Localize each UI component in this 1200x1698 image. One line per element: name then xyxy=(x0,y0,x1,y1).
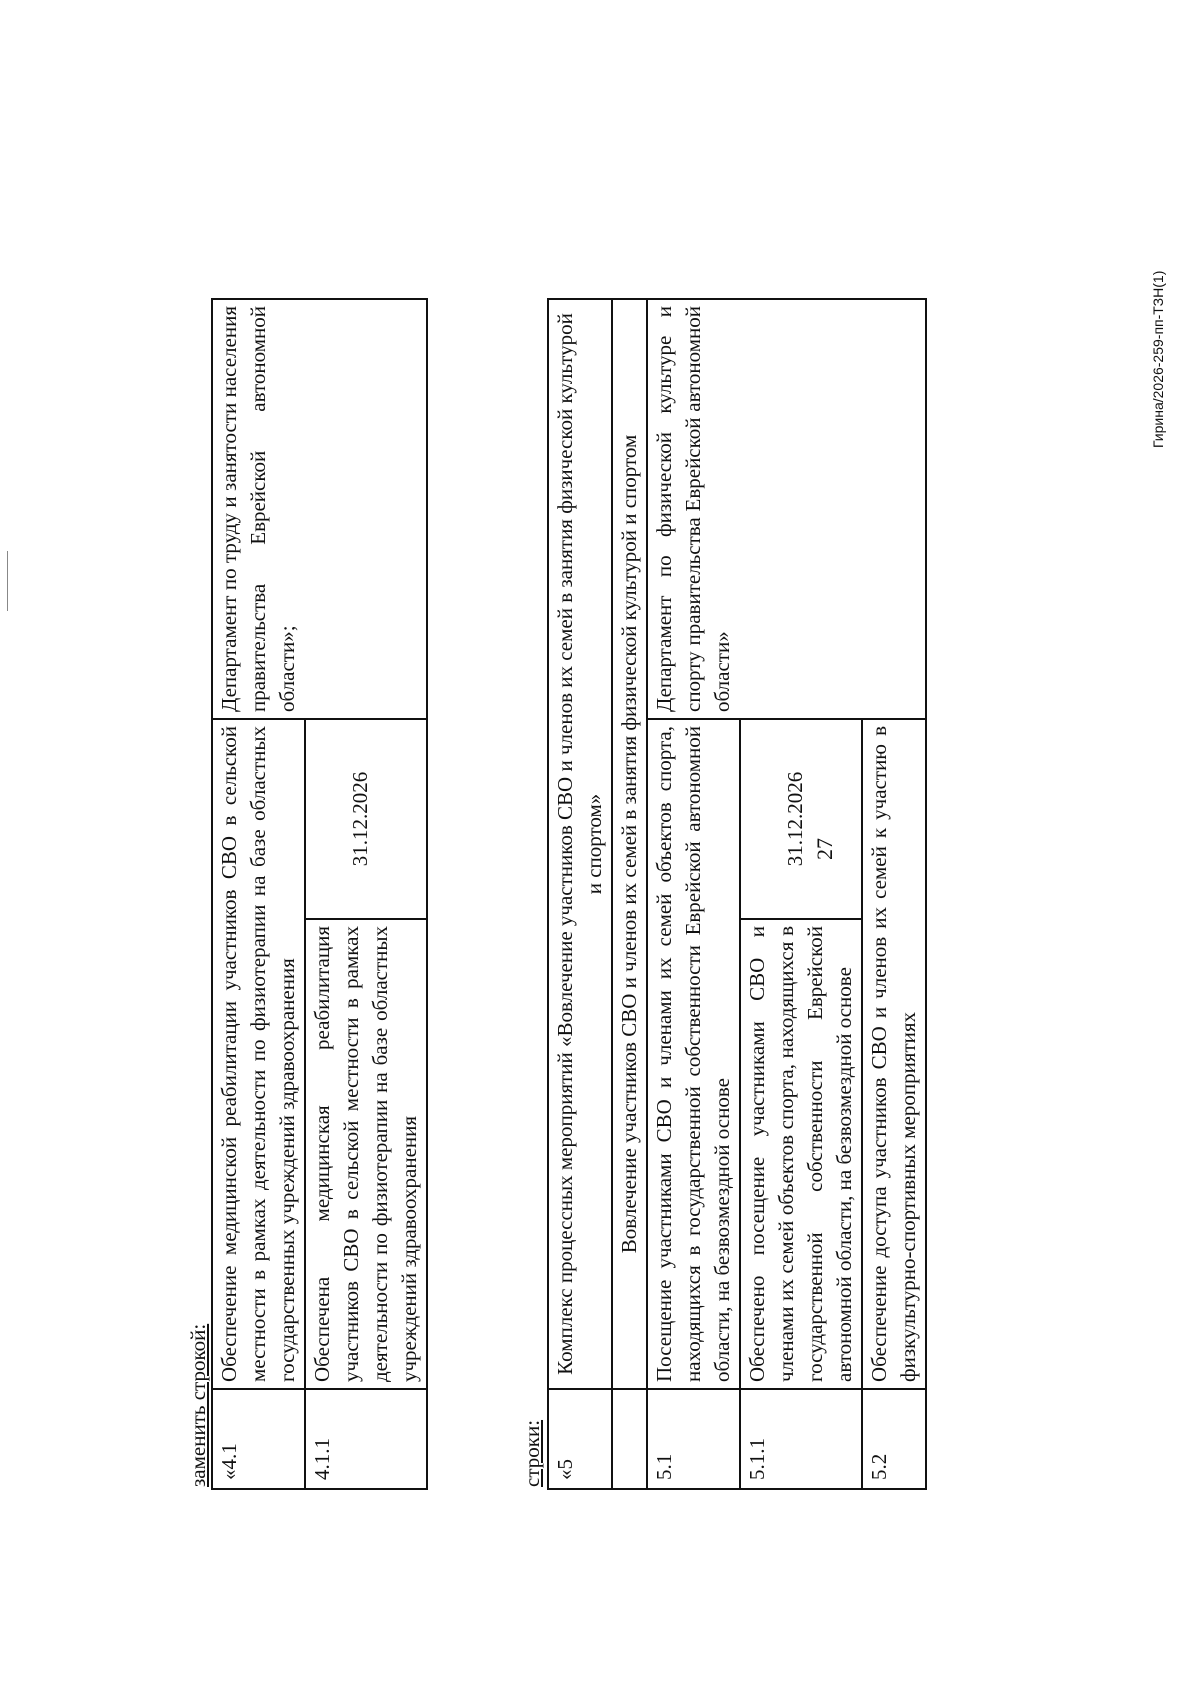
rows-table xyxy=(547,298,927,1490)
event-text: Обеспечение доступа участников СВО и членов их семей к участию в физкультурно-спортивных мероприятиях xyxy=(862,719,926,1389)
row-number: 4.1.1 xyxy=(305,1389,427,1489)
task-title: Вовлечение участников СВО и членов их семей в занятия физической культурой и спортом xyxy=(612,299,647,1389)
scan-mark xyxy=(7,551,8,611)
row-number: 5.1.1 xyxy=(740,1389,862,1489)
table-row xyxy=(548,299,612,1489)
event-text: Посещение участниками СВО и членами их семей объектов спорта, находящихся в государственной собственности Еврейской автономной области, на безвозмездной основе xyxy=(647,719,740,1389)
complex-title: Комплекс процессных мероприятий «Вовлечение участников СВО и членов их семей в занятия физической культурой и спортом» xyxy=(548,299,612,1389)
event-text: Обеспечение медицинской реабилитации участников СВО в сельской местности в рамках деятельности по физиотерапии на базе областных государственных учреждений здравоохранения xyxy=(212,719,305,1389)
deadline-date: 31.12.2026 xyxy=(305,719,427,919)
empty-cell xyxy=(612,1389,647,1489)
table-row xyxy=(612,299,647,1489)
responsible-dept: Департамент по труду и занятости населения правительства Еврейской автономной области»; xyxy=(212,299,427,719)
replacement-table xyxy=(211,298,428,1490)
result-text: Обеспечено посещение участниками СВО и членами их семей объектов спорта, находящихся в государственной собственности Еврейской автономной области, на безвозмездной основе xyxy=(740,919,862,1389)
rows-label: строки: xyxy=(520,1419,544,1487)
row-number: 5.2 xyxy=(862,1389,926,1489)
table-row xyxy=(212,299,305,1489)
responsible-dept: Департамент по физической культуре и спорту правительства Еврейской автономной области» xyxy=(647,299,926,719)
replace-label: заменить строкой: xyxy=(186,1323,210,1487)
document-code: Гирина/2026-259-пп-ТЗН(1) xyxy=(1150,270,1166,448)
row-number: «4.1 xyxy=(212,1389,305,1489)
deadline-date: 31.12.2026 xyxy=(740,719,862,919)
page-number: 27 xyxy=(812,838,837,860)
row-number: «5 xyxy=(548,1389,612,1489)
table-row xyxy=(647,299,740,1489)
result-text: Обеспечена медицинская реабилитация участников СВО в сельской местности в рамках деятельности по физиотерапии на базе областных учреждений здравоохранения xyxy=(305,919,427,1389)
row-number: 5.1 xyxy=(647,1389,740,1489)
